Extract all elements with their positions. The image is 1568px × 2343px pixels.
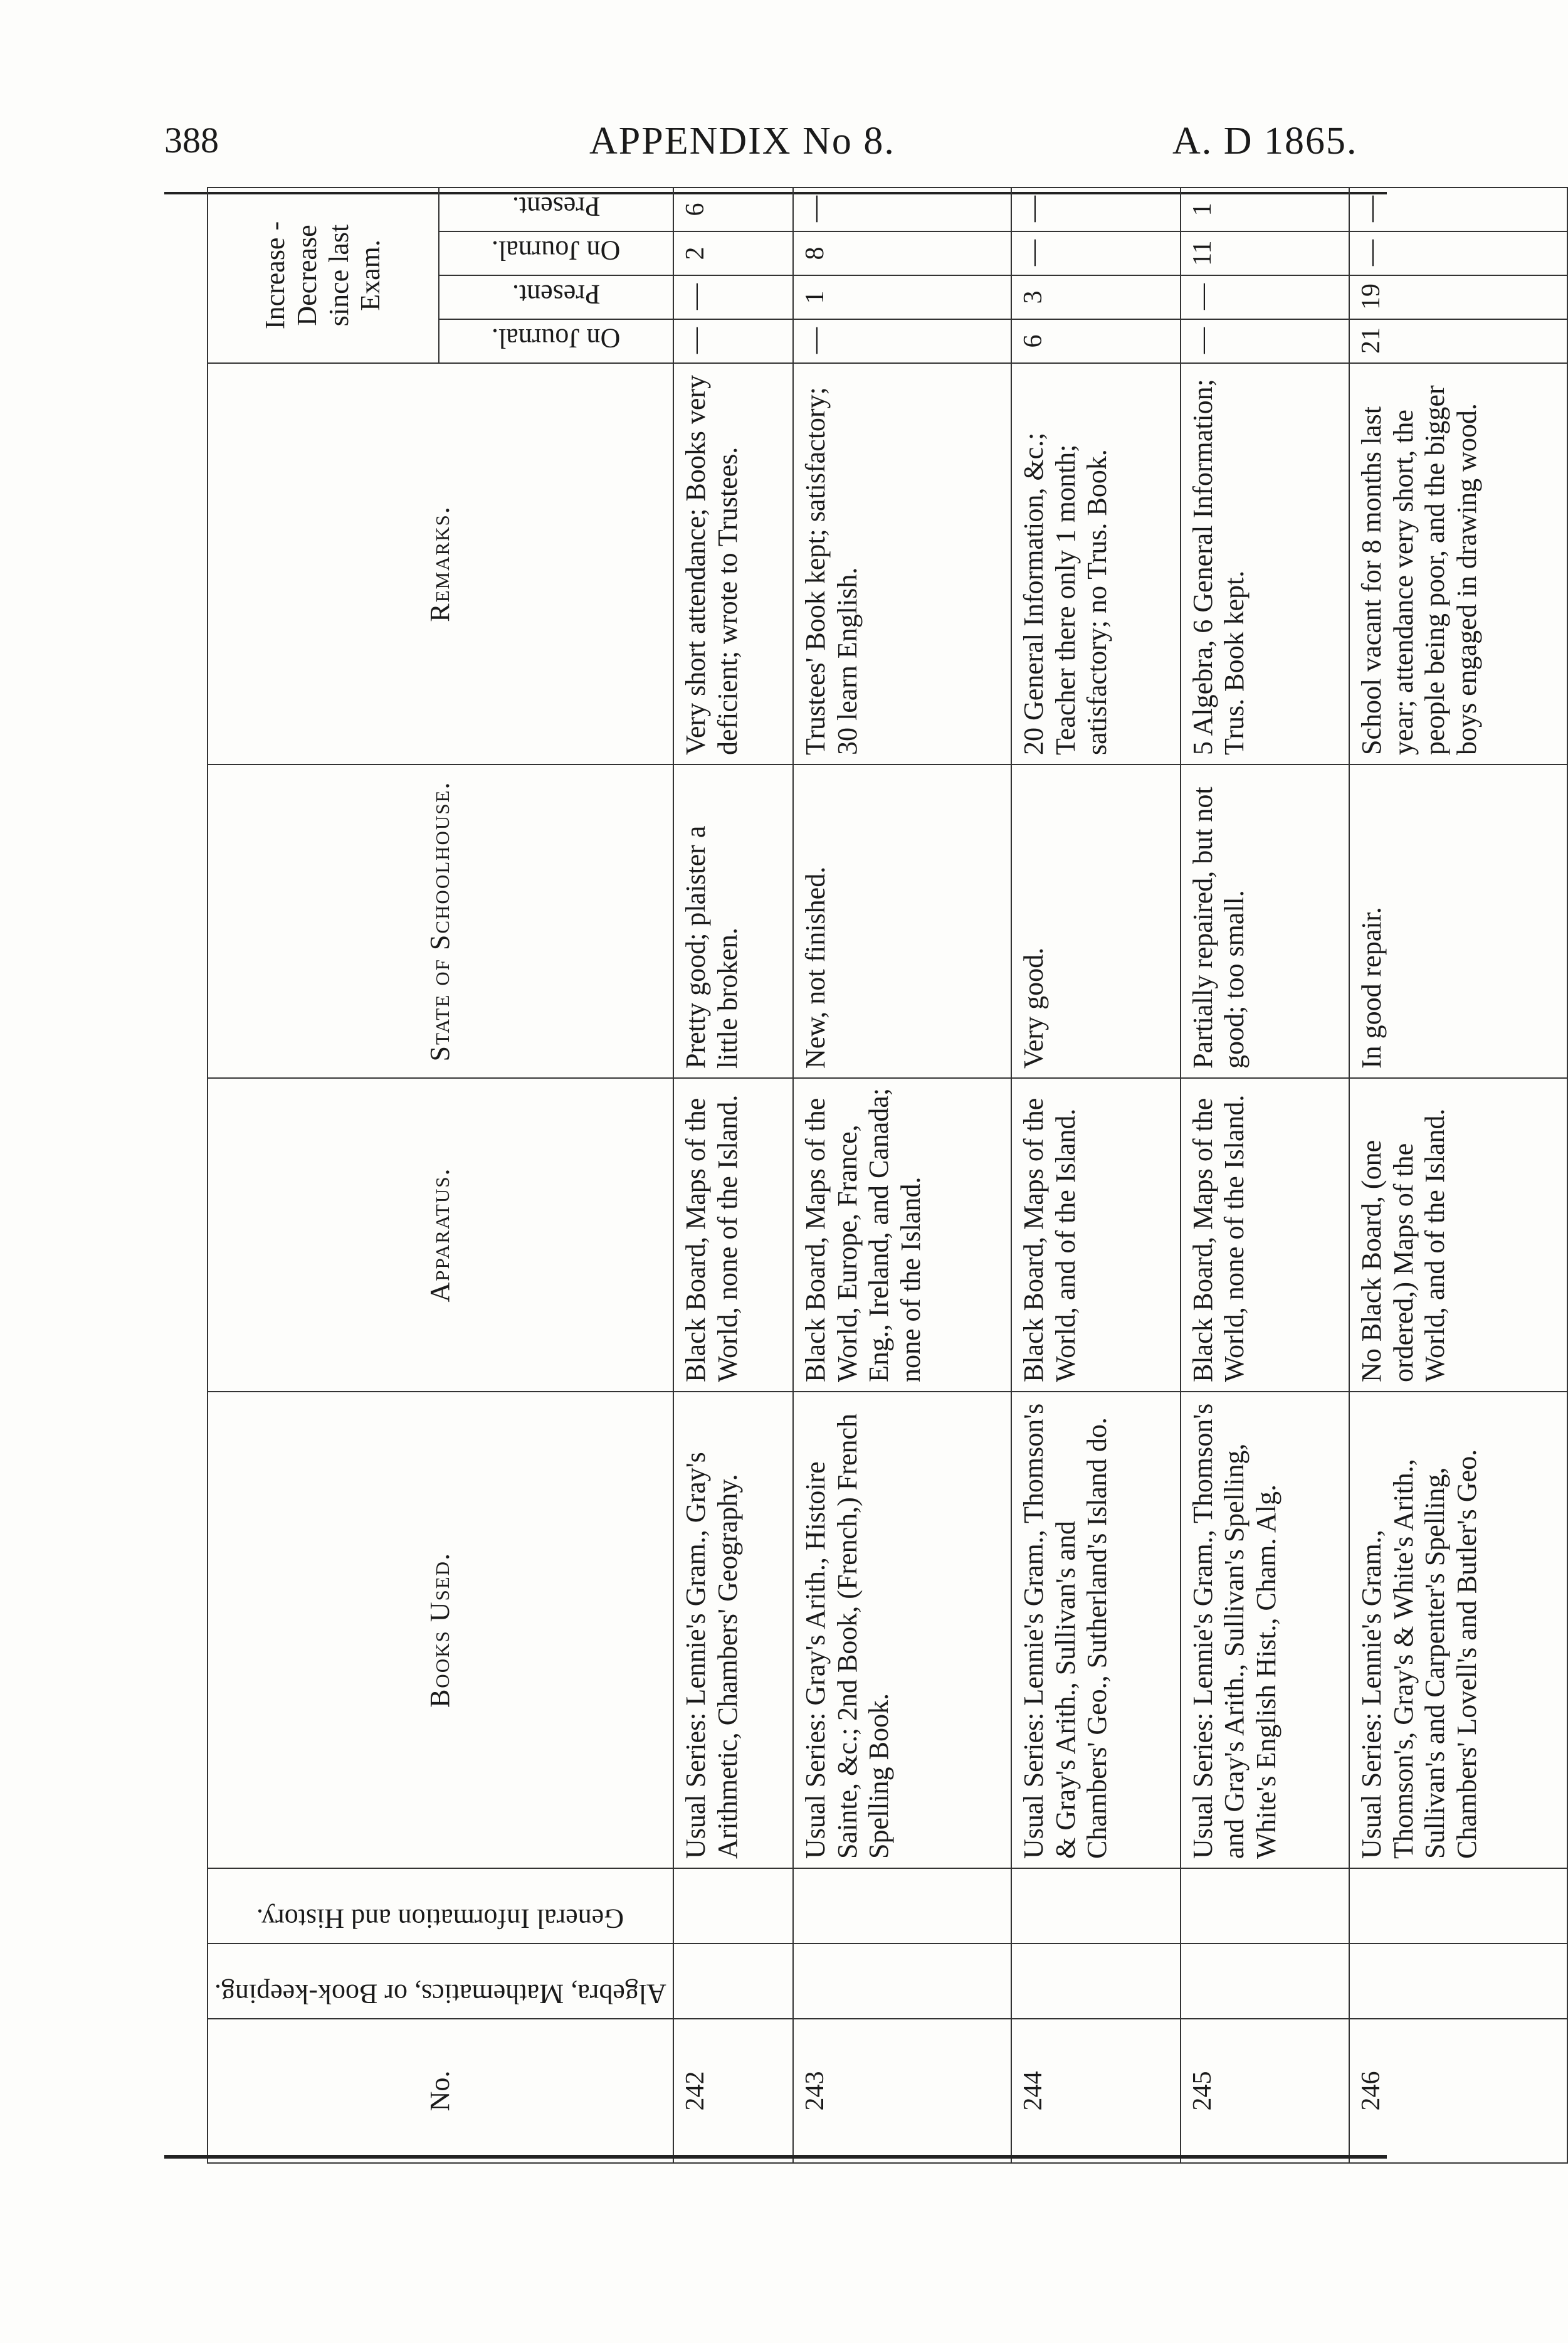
cell-books: Usual Series: Gray's Arith., Histoire Sainte, &c.; 2nd Book, (French,) French Spelling Book. [793,1392,1011,1868]
col-header-general-info: General Information and History. [208,1868,673,1944]
cell-state: New, not finished. [793,764,1011,1078]
table-row [1011,188,1181,2163]
bottom-rule [164,2155,1387,2159]
cell-apparatus: Black Board, Maps of the World, and of the Island. [1011,1078,1181,1392]
cell-present-2: — [1011,188,1181,231]
cell-state: In good repair. [1349,764,1567,1078]
cell-present-1: — [1181,275,1350,319]
cell-books: Usual Series: Lennie's Gram., Thomson's, Gray's & White's Arith., Sullivan's and Carpenter's Spelling, Chambers' Lovell's and Butler's Geo. [1349,1392,1567,1868]
col-header-algebra: Algebra, Mathematics, or Book-keeping. [208,1944,673,2019]
cell-remarks: Trustees' Book kept; satisfactory; 30 learn English. [793,363,1011,764]
rotated-table [207,188,1482,2164]
cell-no: 245 [1181,2019,1350,2163]
cell-on-journal-2: 11 [1181,231,1350,275]
col-header-books: Books Used. [208,1392,673,1868]
cell-algebra [1181,1944,1350,2019]
col-header-on-journal-2: On Journal. [439,231,673,275]
cell-state: Partially repaired, but not good; too small. [1181,764,1350,1078]
col-header-on-journal-1: On Journal. [439,319,673,363]
cell-no: 243 [793,2019,1011,2163]
cell-on-journal-1: — [793,319,1011,363]
col-header-state: State of Schoolhouse. [208,764,673,1078]
cell-books: Usual Series: Lennie's Gram., Thomson's and Gray's Arith., Sullivan's Spelling, White's English Hist., Cham. Alg. [1181,1392,1350,1868]
cell-present-2: 1 [1181,188,1350,231]
page-year: A. D 1865. [1172,120,1358,162]
cell-on-journal-2: — [1349,231,1567,275]
cell-algebra [673,1944,793,2019]
cell-general-info [1011,1868,1181,1944]
col-header-remarks: Remarks. [208,363,673,764]
cell-general-info [793,1868,1011,1944]
cell-present-2: — [793,188,1011,231]
cell-no: 244 [1011,2019,1181,2163]
table-row [673,188,793,2163]
cell-general-info [673,1868,793,1944]
cell-remarks: School vacant for 8 months last year; attendance very short, the people being poor, and the bigger boys engaged in drawing wood. [1349,363,1567,764]
cell-algebra [1011,1944,1181,2019]
table-row [793,188,1011,2163]
cell-books: Usual Series: Lennie's Gram., Gray's Arithmetic, Chambers' Geography. [673,1392,793,1868]
cell-remarks: 20 General Information, &c.; Teacher there only 1 month; satisfactory; no Trus. Book. [1011,363,1181,764]
cell-no: 242 [673,2019,793,2163]
cell-apparatus: Black Board, Maps of the World, none of the Island. [673,1078,793,1392]
cell-present-1: 1 [793,275,1011,319]
cell-remarks: Very short attendance; Books very deficient; wrote to Trustees. [673,363,793,764]
cell-apparatus: Black Board, Maps of the World, Europe, France, Eng., Ireland, and Canada; none of the Island. [793,1078,1011,1392]
cell-present-1: — [673,275,793,319]
col-header-no: No. [208,2019,673,2163]
cell-present-2: 6 [673,188,793,231]
school-report-table [207,187,1568,2164]
cell-apparatus: Black Board, Maps of the World, none of the Island. [1181,1078,1350,1392]
cell-remarks: 5 Algebra, 6 General Information; Trus. Book kept. [1181,363,1350,764]
page-header [0,113,1441,169]
cell-on-journal-1: — [1181,319,1350,363]
cell-general-info [1349,1868,1567,1944]
page-title: APPENDIX No 8. [589,120,895,162]
table-row [1181,188,1350,2163]
cell-present-2: — [1349,188,1567,231]
col-header-present-2: Present. [439,188,673,231]
cell-present-1: 3 [1011,275,1181,319]
cell-on-journal-2: 8 [793,231,1011,275]
cell-on-journal-1: 6 [1011,319,1181,363]
cell-algebra [793,1944,1011,2019]
col-header-apparatus: Apparatus. [208,1078,673,1392]
appendix-table [207,188,1482,2164]
cell-on-journal-2: — [1011,231,1181,275]
table-row [1349,188,1567,2163]
cell-apparatus: No Black Board, (one ordered,) Maps of the World, and of the Island. [1349,1078,1567,1392]
cell-algebra [1349,1944,1567,2019]
cell-state: Pretty good; plaister a little broken. [673,764,793,1078]
cell-on-journal-1: — [673,319,793,363]
cell-general-info [1181,1868,1350,1944]
col-header-increase-decrease: Increase - Decrease since last Exam. [208,188,439,363]
page-number: 388 [164,120,219,161]
cell-state: Very good. [1011,764,1181,1078]
header-row [208,188,439,2163]
cell-on-journal-1: 21 [1349,319,1567,363]
cell-no: 246 [1349,2019,1567,2163]
cell-books: Usual Series: Lennie's Gram., Thomson's & Gray's Arith., Sullivan's and Chambers' Geo., Sutherland's Island do. [1011,1392,1181,1868]
cell-present-1: 19 [1349,275,1567,319]
cell-on-journal-2: 2 [673,231,793,275]
col-header-present-1: Present. [439,275,673,319]
